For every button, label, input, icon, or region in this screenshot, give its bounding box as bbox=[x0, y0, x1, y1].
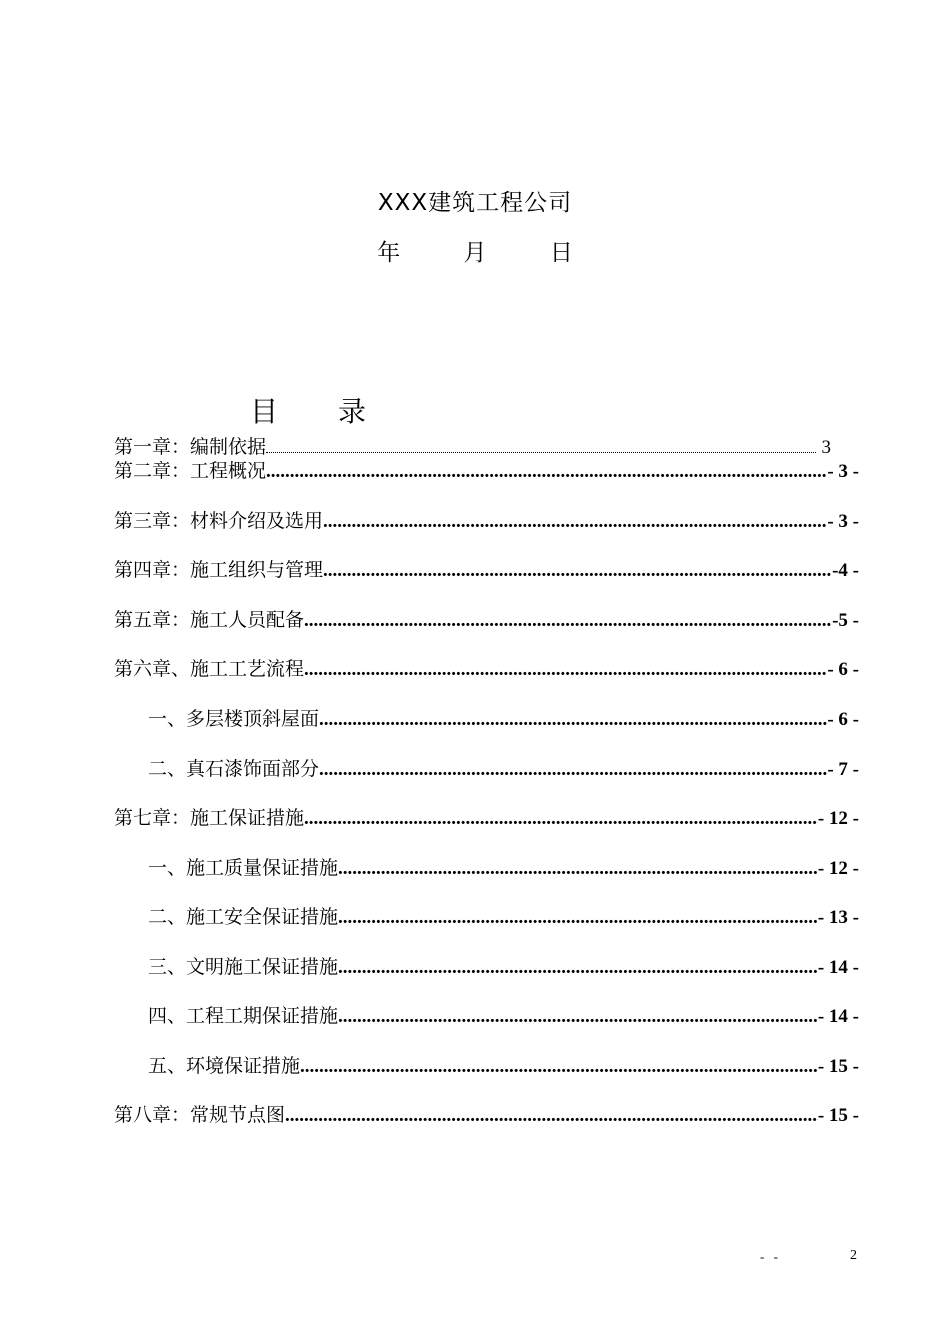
toc-entry-label: 五、环境保证措施 bbox=[148, 1055, 301, 1077]
toc-entry[interactable] bbox=[114, 1100, 859, 1130]
toc-entry-label: 四、工程工期保证措施 bbox=[148, 1005, 339, 1027]
toc-entry-page: -4 - bbox=[832, 560, 859, 581]
toc-leader bbox=[266, 461, 827, 483]
date-day: 日 bbox=[549, 240, 573, 266]
toc-entry-page: - 13 - bbox=[817, 907, 859, 928]
toc-entry-page: - 6 - bbox=[827, 659, 859, 680]
toc-entry-label: 二、施工安全保证措施 bbox=[148, 906, 339, 928]
toc-entry-label: 二、真石漆饰面部分 bbox=[148, 758, 320, 780]
toc-leader bbox=[323, 560, 832, 582]
toc-leader bbox=[338, 1006, 818, 1028]
toc-entry-page: - 14 - bbox=[817, 1006, 859, 1027]
company-name: XXX建筑工程公司 bbox=[377, 190, 573, 216]
toc-entry-label: 第五章：施工人员配备 bbox=[114, 609, 305, 631]
toc-entry[interactable] bbox=[148, 704, 859, 734]
toc-entry-label: 第七章：施工保证措施 bbox=[114, 807, 305, 829]
toc-entry[interactable] bbox=[148, 754, 859, 784]
toc-leader bbox=[338, 858, 818, 880]
toc-entry-label: 第六章、施工工艺流程 bbox=[114, 658, 305, 680]
toc-entry-label: 第八章：常规节点图 bbox=[114, 1104, 286, 1126]
toc-entry-label: 第四章：施工组织与管理 bbox=[114, 559, 324, 581]
toc-leader bbox=[323, 511, 827, 533]
toc-leader bbox=[338, 957, 818, 979]
toc-entry[interactable] bbox=[114, 803, 859, 833]
toc-entry-label: 一、多层楼顶斜屋面 bbox=[148, 708, 320, 730]
toc-title-char-1: 目 bbox=[250, 395, 279, 428]
toc-title bbox=[250, 390, 366, 430]
toc-entry[interactable] bbox=[114, 654, 859, 684]
toc-leader bbox=[338, 907, 818, 929]
toc-entry[interactable] bbox=[148, 1051, 859, 1081]
toc-entry[interactable] bbox=[114, 506, 859, 536]
toc-entry-page: - 3 - bbox=[827, 461, 859, 482]
toc-entry-page: - 14 - bbox=[817, 957, 859, 978]
toc-entry-page: -5 - bbox=[832, 610, 859, 631]
footer-dashes: - - bbox=[760, 1249, 781, 1264]
toc-leader bbox=[304, 808, 818, 830]
toc-entry[interactable] bbox=[114, 605, 859, 635]
toc-entry-page: - 15 - bbox=[817, 1056, 859, 1077]
toc-leader bbox=[319, 759, 827, 781]
date-line bbox=[0, 234, 950, 267]
toc-leader bbox=[285, 1105, 818, 1127]
toc-entry-label: 第一章：编制依据 bbox=[114, 436, 267, 458]
toc-leader bbox=[266, 438, 815, 453]
toc-entry-page: - 3 - bbox=[827, 511, 859, 532]
date-year: 年 bbox=[377, 240, 401, 266]
toc-leader bbox=[304, 659, 827, 681]
toc-entry-label: 一、施工质量保证措施 bbox=[148, 857, 339, 879]
toc-entry-label: 第二章：工程概况 bbox=[114, 460, 267, 482]
toc-entry[interactable] bbox=[114, 456, 859, 486]
toc-leader bbox=[304, 610, 832, 632]
toc-title-char-2: 录 bbox=[338, 395, 367, 428]
toc-entry[interactable] bbox=[148, 1001, 859, 1031]
toc-entry[interactable] bbox=[148, 902, 859, 932]
toc-leader bbox=[319, 709, 827, 731]
toc-entry-page: - 15 - bbox=[817, 1105, 859, 1126]
toc-entry-page: - 12 - bbox=[817, 858, 859, 879]
toc-leader bbox=[300, 1056, 818, 1078]
footer-page-number: 2 bbox=[850, 1248, 857, 1263]
toc-entry-label: 第三章：材料介绍及选用 bbox=[114, 510, 324, 532]
toc-entry-page: 3 bbox=[821, 437, 831, 458]
toc-entry-page: - 6 - bbox=[827, 709, 859, 730]
toc-entry[interactable] bbox=[114, 555, 859, 585]
toc-entry[interactable] bbox=[148, 952, 859, 982]
toc-entry-label: 三、文明施工保证措施 bbox=[148, 956, 339, 978]
toc-entry-page: - 7 - bbox=[827, 759, 859, 780]
date-month: 月 bbox=[463, 240, 487, 266]
toc-entry[interactable] bbox=[148, 853, 859, 883]
toc-entry-page: - 12 - bbox=[817, 808, 859, 829]
